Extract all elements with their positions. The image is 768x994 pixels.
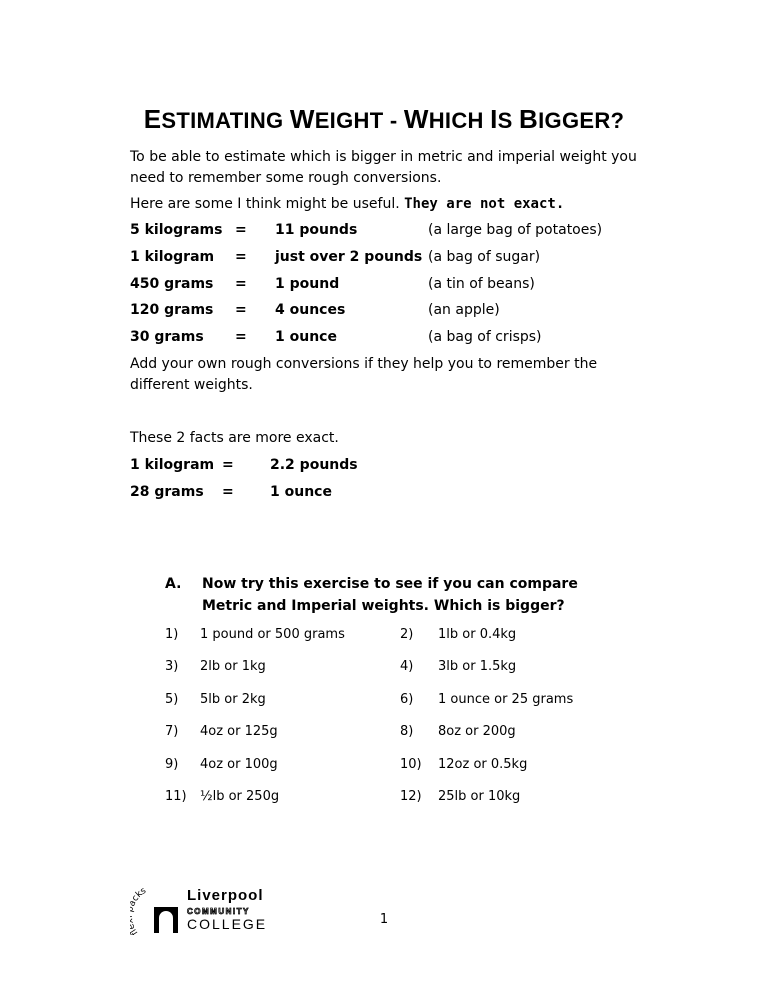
question-text: 4oz or 125g bbox=[200, 724, 278, 739]
exercise-instruction: Now try this exercise to see if you can compare Metric and Imperial weights. Which is bigger? bbox=[202, 576, 578, 614]
page-number: 1 bbox=[379, 912, 389, 927]
question-number: 9) bbox=[165, 757, 179, 772]
question-text: 1lb or 0.4kg bbox=[438, 627, 517, 642]
metric-value: 450 grams bbox=[130, 276, 214, 292]
question-number: 8) bbox=[400, 724, 414, 739]
useful-text: Here are some I think might be useful. bbox=[130, 196, 400, 212]
example-text: (a large bag of potatoes) bbox=[428, 222, 603, 238]
metric-value: 5 kilograms bbox=[130, 222, 223, 238]
equals-sign: = bbox=[235, 329, 247, 345]
question-number: 1) bbox=[165, 627, 179, 642]
facts-intro: These 2 facts are more exact. bbox=[130, 430, 339, 446]
question-text: 1 pound or 500 grams bbox=[200, 627, 345, 642]
question-number: 5) bbox=[165, 692, 179, 707]
equals-sign: = bbox=[222, 484, 234, 500]
logo-line-3: COLLEGE bbox=[187, 916, 268, 932]
title-part: IS bbox=[490, 104, 520, 134]
question-number: 6) bbox=[400, 692, 414, 707]
equals-sign: = bbox=[235, 222, 247, 238]
question-text: 4oz or 100g bbox=[200, 757, 278, 772]
exercise-label: A. bbox=[165, 576, 182, 592]
title-part: WEIGHT - bbox=[289, 104, 404, 134]
title-part: WHICH bbox=[403, 104, 491, 134]
question-number: 11) bbox=[165, 789, 187, 804]
page-title bbox=[0, 104, 768, 135]
question-text: 8oz or 200g bbox=[438, 724, 516, 739]
not-exact-emphasis: They are not exact. bbox=[404, 196, 565, 212]
example-text: (a bag of sugar) bbox=[428, 249, 541, 265]
question-text: 2lb or 1kg bbox=[200, 659, 266, 674]
equals-sign: = bbox=[222, 457, 234, 473]
question-number: 3) bbox=[165, 659, 179, 674]
logo-line-2: COMMUNITY bbox=[187, 907, 250, 916]
imperial-value: 1 ounce bbox=[275, 329, 337, 345]
metric-value: 1 kilogram bbox=[130, 457, 215, 473]
question-text: 3lb or 1.5kg bbox=[438, 659, 517, 674]
logo-line-1: Liverpool bbox=[187, 887, 264, 904]
imperial-value: 11 pounds bbox=[275, 222, 358, 238]
intro-paragraph: To be able to estimate which is bigger in metric and imperial weight you need to remember some rough conversions. bbox=[130, 149, 637, 186]
question-text: 5lb or 2kg bbox=[200, 692, 266, 707]
question-number: 4) bbox=[400, 659, 414, 674]
imperial-value: 1 ounce bbox=[270, 484, 332, 500]
question-text: 12oz or 0.5kg bbox=[438, 757, 528, 772]
question-number: 2) bbox=[400, 627, 414, 642]
equals-sign: = bbox=[235, 276, 247, 292]
metric-value: 120 grams bbox=[130, 302, 214, 318]
title-part: BIGGER? bbox=[519, 104, 625, 134]
imperial-value: 4 ounces bbox=[275, 302, 346, 318]
question-number: 7) bbox=[165, 724, 179, 739]
arc-text: flexi cks bbox=[130, 885, 149, 935]
example-text: (a tin of beans) bbox=[428, 276, 535, 292]
question-text: 1 ounce or 25 grams bbox=[438, 692, 574, 707]
imperial-value: just over 2 pounds bbox=[275, 249, 423, 265]
question-number: 10) bbox=[400, 757, 422, 772]
question-text: 25lb or 10kg bbox=[438, 789, 521, 804]
equals-sign: = bbox=[235, 302, 247, 318]
example-text: (a bag of crisps) bbox=[428, 329, 542, 345]
add-own-paragraph: Add your own rough conversions if they help you to remember the different weights. bbox=[130, 356, 598, 393]
title-part: ESTIMATING bbox=[143, 104, 290, 134]
example-text: (an apple) bbox=[428, 302, 500, 318]
svg-text:flexi packs bbox=[130, 886, 148, 935]
imperial-value: 1 pound bbox=[275, 276, 340, 292]
college-logo bbox=[130, 885, 280, 935]
question-number: 12) bbox=[400, 789, 422, 804]
useful-paragraph bbox=[130, 194, 650, 215]
equals-sign: = bbox=[235, 249, 247, 265]
metric-value: 1 kilogram bbox=[130, 249, 215, 265]
flexi-packs-emblem bbox=[130, 885, 186, 935]
metric-value: 30 grams bbox=[130, 329, 204, 345]
imperial-value: 2.2 pounds bbox=[270, 457, 358, 473]
metric-value: 28 grams bbox=[130, 484, 204, 500]
question-text: ½lb or 250g bbox=[200, 789, 280, 804]
